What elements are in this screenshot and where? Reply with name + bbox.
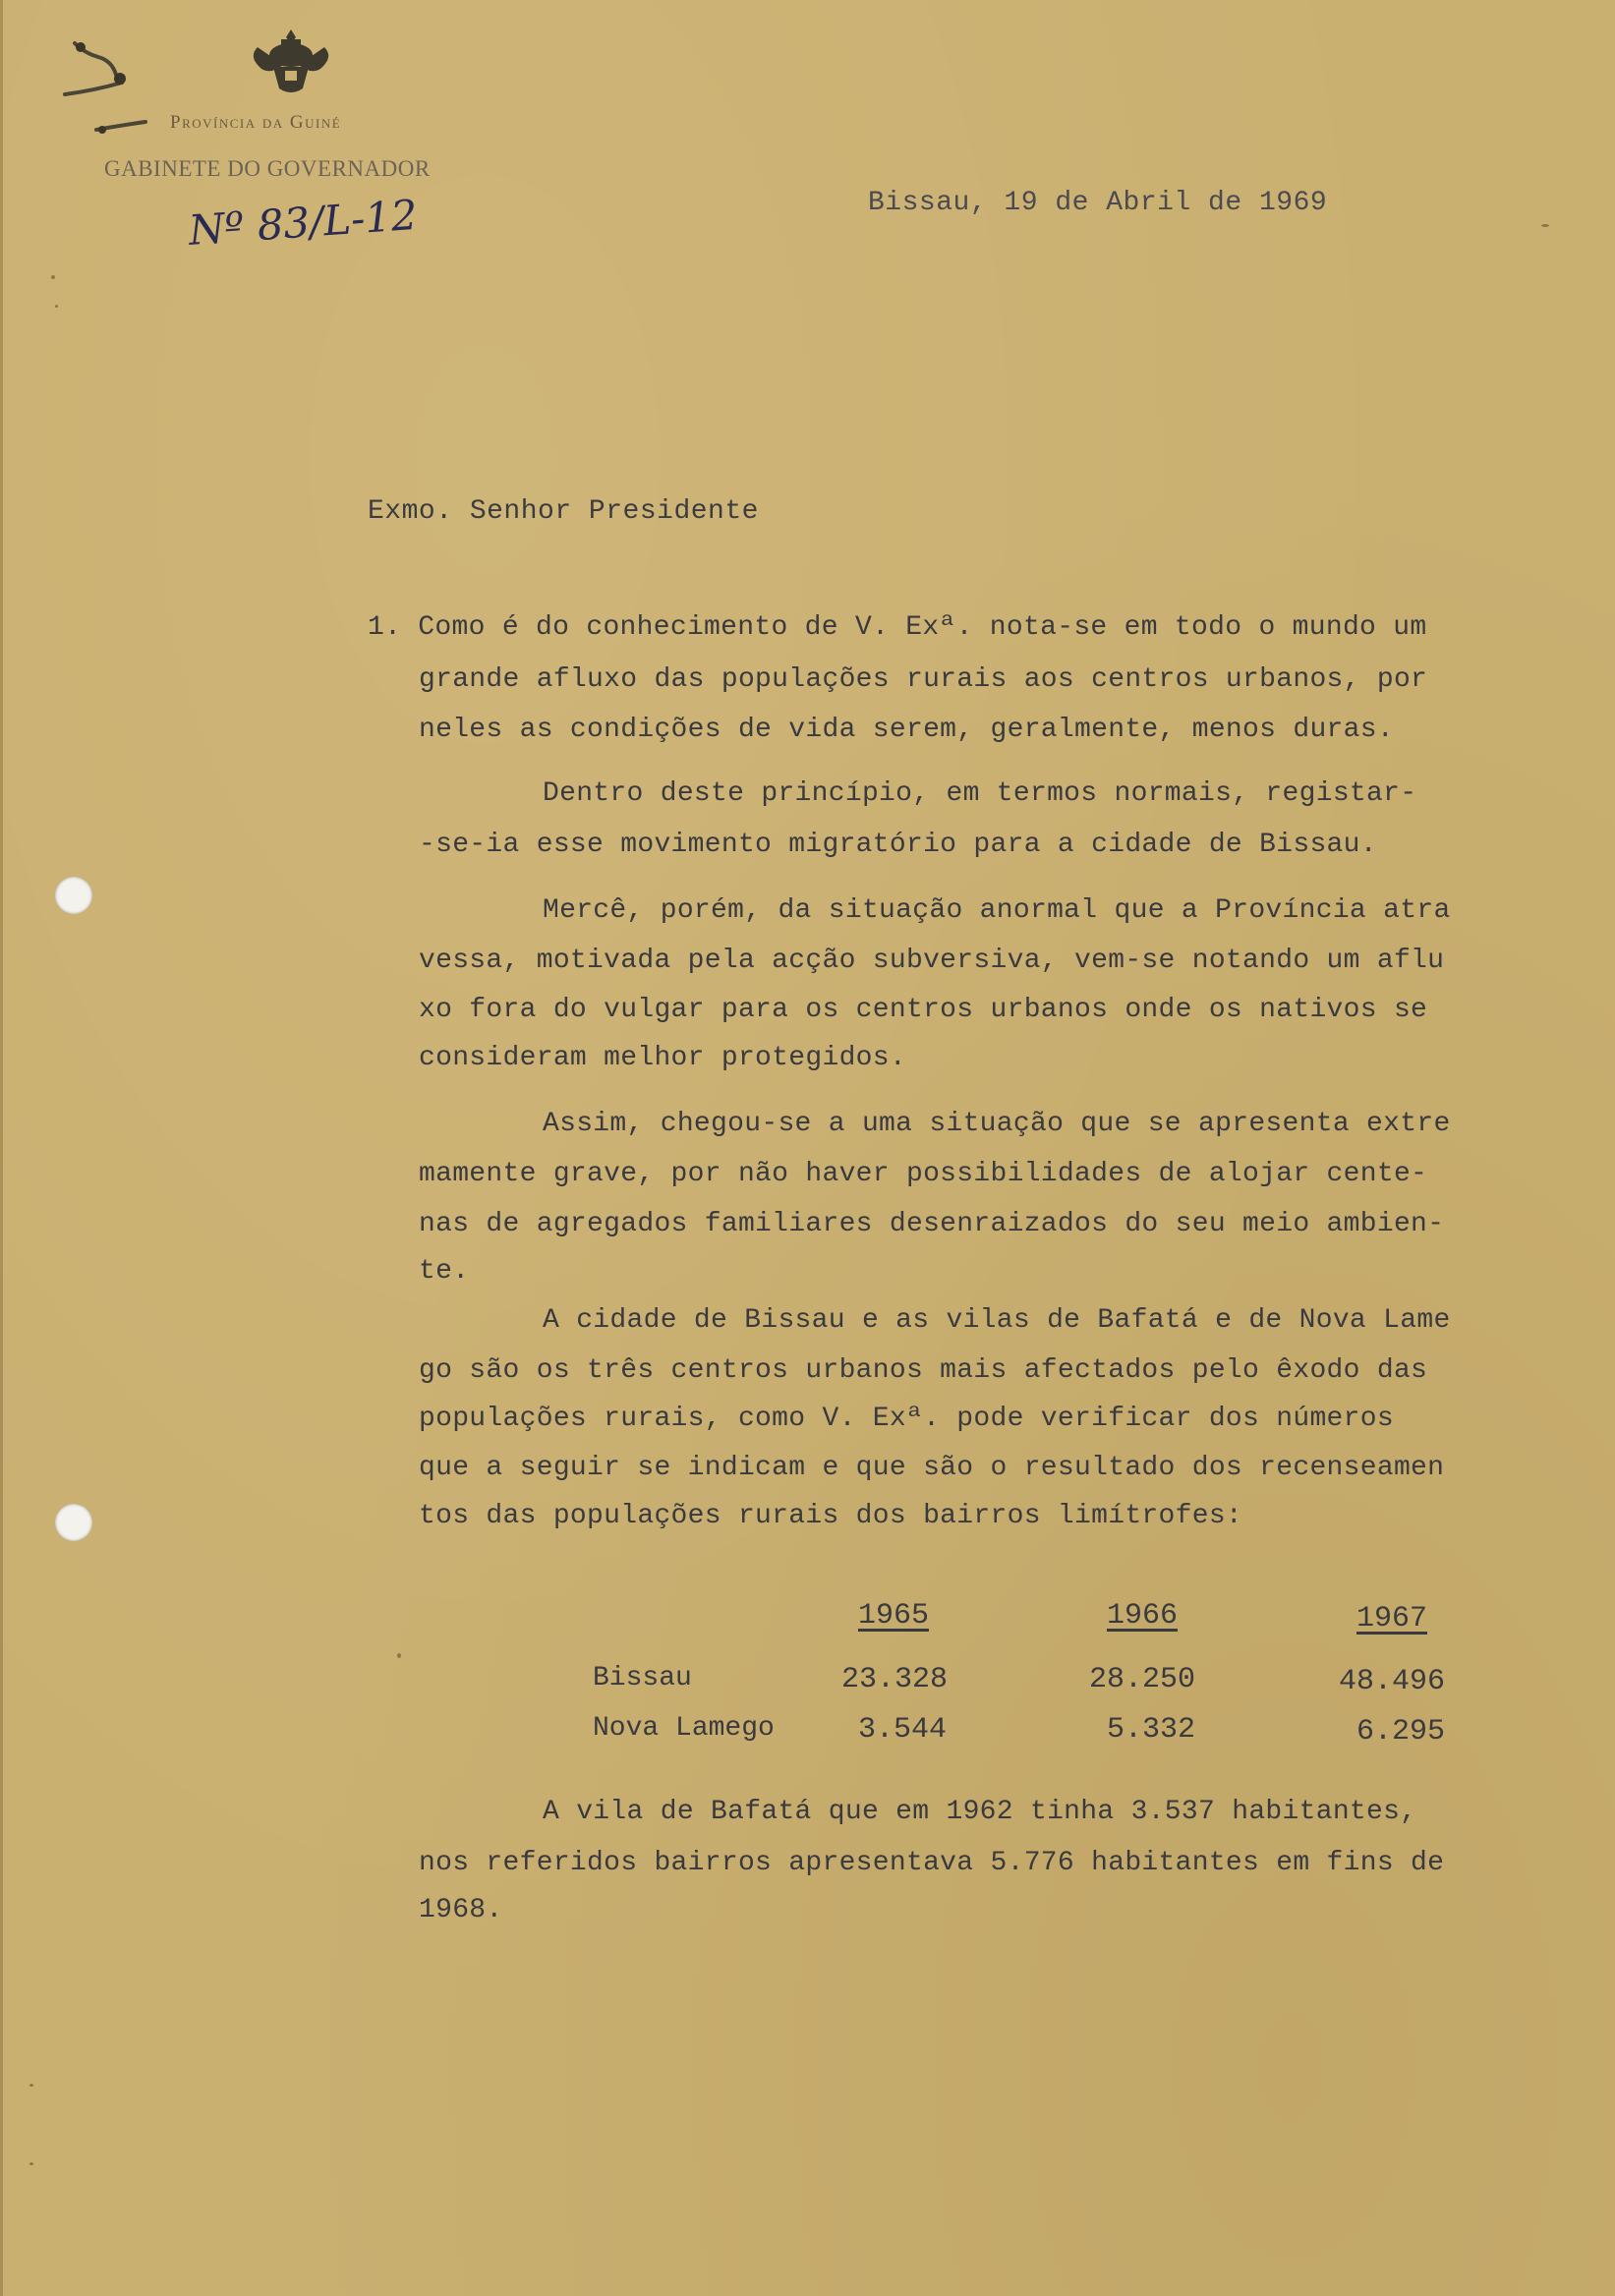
table-cell: 5.332 [1107,1713,1196,1747]
table-year-header: 1965 [858,1599,930,1633]
table-cell: 23.328 [841,1663,949,1696]
province-header: Província da Guiné [170,112,342,133]
table-year-header: 1967 [1356,1602,1428,1636]
table-cell: 48.496 [1339,1665,1446,1698]
punch-hole [55,877,92,914]
letter-date: Bissau, 19 de Abril de 1969 [868,188,1328,218]
paper-speck [29,2162,33,2165]
table-cell: 6.295 [1356,1715,1446,1749]
body-line: 1. Como é do conhecimento de V. Exª. nota-se em todo o mundo um [368,612,1427,643]
paper-speck [51,275,55,279]
body-line: Assim, chegou-se a uma situação que se apresenta extre [543,1109,1451,1139]
body-line: xo fora do vulgar para os centros urbanos onde os nativos se [419,995,1428,1025]
paper-speck [1541,224,1549,227]
body-line: que a seguir se indicam e que são o resultado dos recenseamen [419,1453,1445,1483]
salutation: Exmo. Senhor Presidente [368,496,759,527]
body-line: Mercê, porém, da situação anormal que a Província atra [543,895,1451,926]
table-cell: 28.250 [1089,1663,1196,1696]
paper-speck [29,2084,33,2087]
table-row-label: Nova Lamego [593,1713,775,1744]
table-cell: 3.544 [858,1713,948,1747]
closing-line: 1968. [419,1895,503,1925]
punch-hole [55,1504,92,1541]
body-line: mamente grave, por não haver possibilidades de alojar cente- [419,1159,1428,1189]
table-year-header: 1966 [1107,1599,1179,1633]
page-edge [0,0,3,2296]
body-line: A cidade de Bissau e as vilas de Bafatá e de Nova Lame [543,1305,1451,1336]
table-row-label: Bissau [593,1663,692,1693]
closing-line: A vila de Bafatá que em 1962 tinha 3.537 habitantes, [543,1797,1417,1827]
body-line: -se-ia esse movimento migratório para a cidade de Bissau. [419,830,1377,860]
body-line: tos das populações rurais dos bairros limítrofes: [419,1501,1243,1531]
body-line: go são os três centros urbanos mais afectados pelo êxodo das [419,1355,1428,1386]
paper-speck [397,1653,401,1658]
body-line: populações rurais, como V. Exª. pode verificar dos números [419,1404,1394,1434]
body-line: nas de agregados familiares desenraizados do seu meio ambien- [419,1209,1445,1239]
body-line: grande afluxo das populações rurais aos centros urbanos, por [419,664,1428,695]
paper-speck [55,305,58,308]
body-line: consideram melhor protegidos. [419,1043,906,1073]
body-line: neles as condições de vida serem, geralmente, menos duras. [419,715,1394,745]
body-line: vessa, motivada pela acção subversiva, vem-se notando um aflu [419,946,1445,976]
body-line: Dentro deste princípio, em termos normais, registar- [543,778,1417,809]
body-line: te. [419,1256,470,1287]
coat-of-arms-icon [244,26,338,98]
office-header: GABINETE DO GOVERNADOR [104,156,431,181]
handwritten-reference: Nº 83/L-12 [187,190,420,255]
closing-line: nos referidos bairros apresentava 5.776 habitantes em fins de [419,1848,1445,1878]
ribbon-seal-icon [57,35,165,153]
